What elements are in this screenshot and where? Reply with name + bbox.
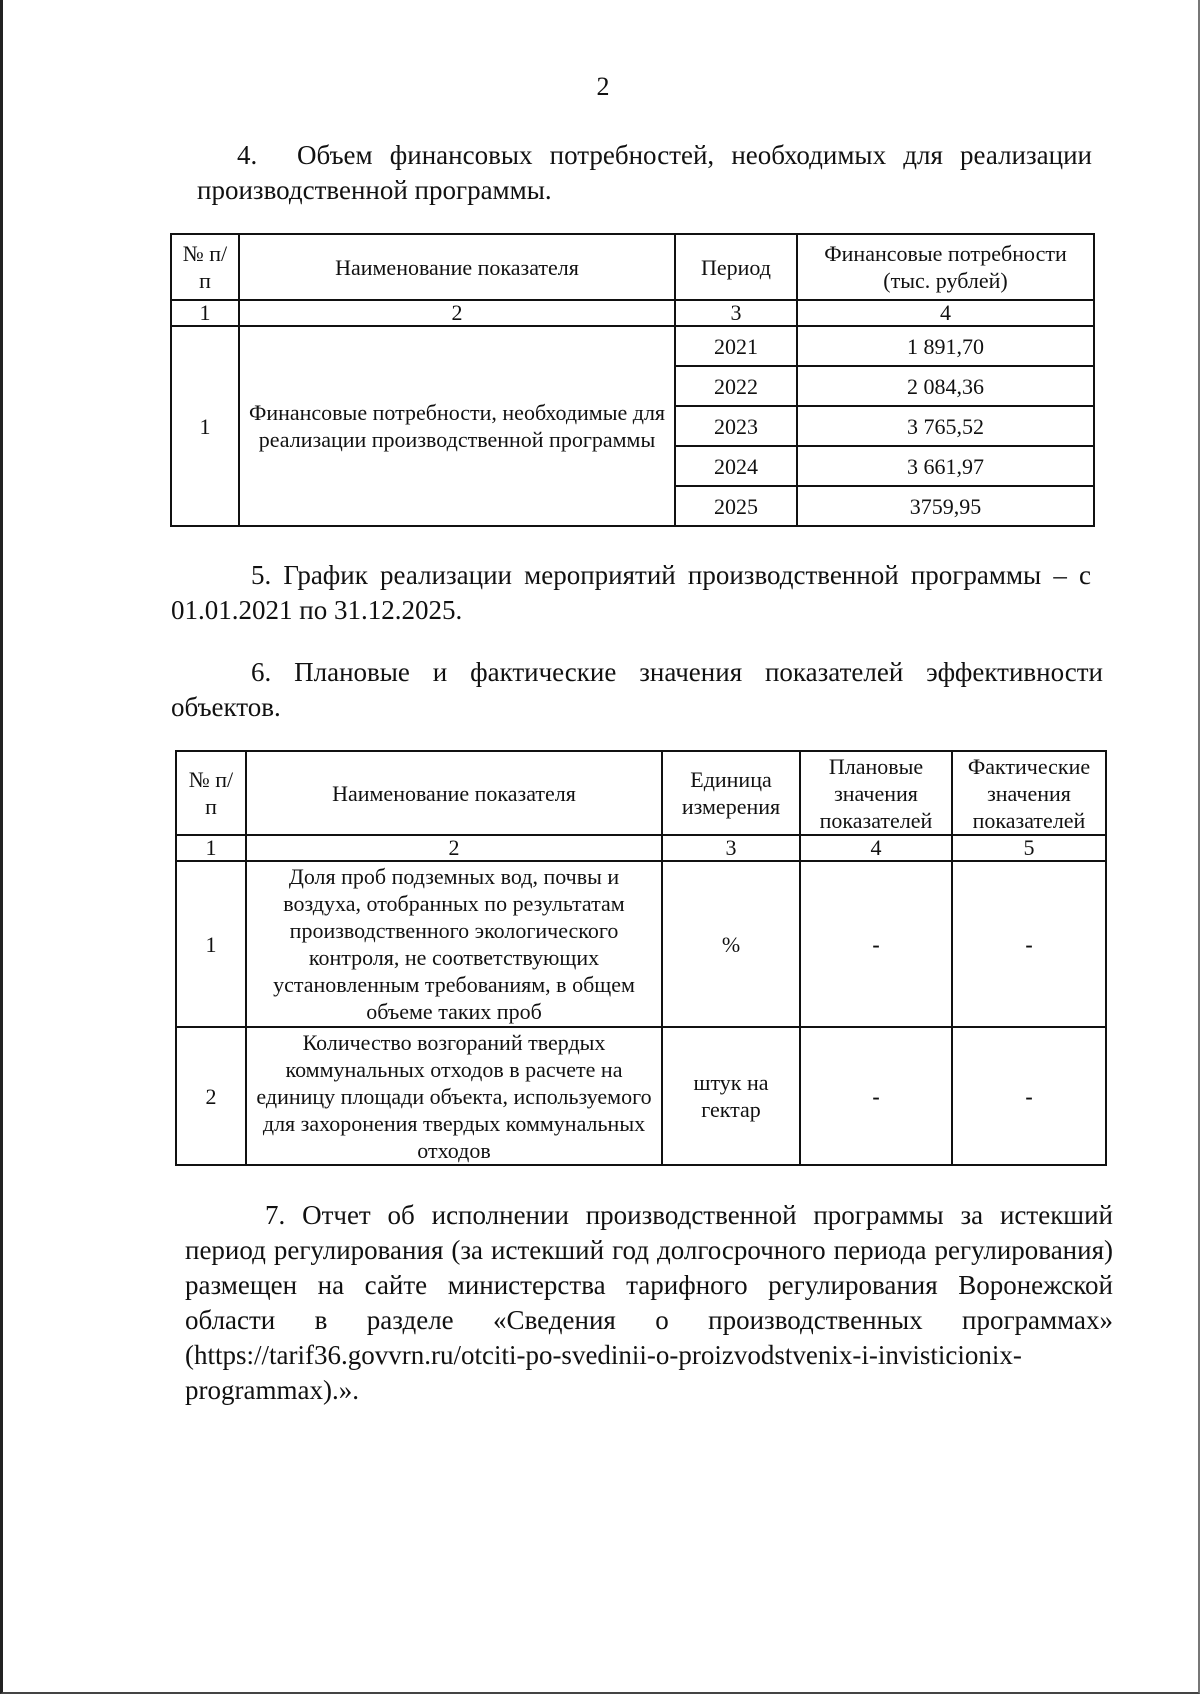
section-7-content: 7. Отчет об исполнении производственной программы за истекший период регулирования (за истекший год долгосрочного периода регулирования) размещен на сайте министерства тарифного регулирования Воронежской области в разделе «Сведения о производственных программах» (https://tarif36.govvrn.ru/otciti-po-svedinii-o-proizvodstvenix-i-invisticionix-programmax).».	[185, 1200, 1113, 1405]
header-cell-number: № п/п	[176, 751, 246, 835]
column-numbers-row	[176, 835, 1106, 861]
row-number-cell: 2	[176, 1027, 246, 1165]
column-number: 2	[239, 300, 675, 326]
section-4-heading	[197, 138, 1092, 208]
planned-value-cell: -	[800, 861, 952, 1027]
period-cell: 2025	[675, 486, 797, 526]
header-cell-period: Период	[675, 234, 797, 300]
column-number: 1	[171, 300, 239, 326]
period-cell: 2023	[675, 406, 797, 446]
section-4-number: 4.	[237, 140, 258, 170]
period-cell: 2022	[675, 366, 797, 406]
table-row	[171, 326, 1094, 366]
column-number: 4	[797, 300, 1094, 326]
column-number: 2	[246, 835, 662, 861]
column-number: 3	[662, 835, 800, 861]
section-5-text	[171, 558, 1091, 628]
page-number: 2	[596, 72, 610, 101]
actual-value-cell: -	[952, 861, 1106, 1027]
period-cell: 2024	[675, 446, 797, 486]
section-5-content: 5. График реализации мероприятий производственной программы – с 01.01.2021 по 31.12.2025.	[171, 560, 1091, 625]
row-number-cell: 1	[171, 326, 239, 526]
indicator-name-cell: Количество возгораний твердых коммунальных отходов в расчете на единицу площади объекта, используемого для захоронения твердых коммунальных отходов	[246, 1027, 662, 1165]
column-numbers-row	[171, 300, 1094, 326]
header-cell-planned: Плановые значения показателей	[800, 751, 952, 835]
header-cell-financial-needs: Финансовые потребности (тыс. рублей)	[797, 234, 1094, 300]
efficiency-indicators-table	[175, 750, 1107, 1166]
value-cell: 1 891,70	[797, 326, 1094, 366]
column-number: 5	[952, 835, 1106, 861]
planned-value-cell: -	[800, 1027, 952, 1165]
column-number: 1	[176, 835, 246, 861]
value-cell: 2 084,36	[797, 366, 1094, 406]
table-header-row	[176, 751, 1106, 835]
table-header-row	[171, 234, 1094, 300]
indicator-name-cell: Доля проб подземных вод, почвы и воздуха, отобранных по результатам производственного экологического контроля, не соответствующих установленным требованиям, в общем объеме таких проб	[246, 861, 662, 1027]
financial-needs-table	[170, 233, 1095, 527]
section-6-heading	[171, 655, 1103, 725]
section-4-text: Объем финансовых потребностей, необходимых для реализации производственной программы.	[197, 140, 1092, 205]
value-cell: 3 765,52	[797, 406, 1094, 446]
section-6-content: 6. Плановые и фактические значения показателей эффективности объектов.	[171, 657, 1103, 722]
row-number-cell: 1	[176, 861, 246, 1027]
unit-cell: штук на гектар	[662, 1027, 800, 1165]
value-cell: 3759,95	[797, 486, 1094, 526]
header-cell-unit: Единица измерения	[662, 751, 800, 835]
value-cell: 3 661,97	[797, 446, 1094, 486]
period-cell: 2021	[675, 326, 797, 366]
header-cell-indicator: Наименование показателя	[246, 751, 662, 835]
table-row	[176, 1027, 1106, 1165]
header-cell-indicator: Наименование показателя	[239, 234, 675, 300]
indicator-name-cell: Финансовые потребности, необходимые для реализации производственной программы	[239, 326, 675, 526]
table-row	[176, 861, 1106, 1027]
header-cell-number: № п/п	[171, 234, 239, 300]
header-cell-actual: Фактические значения показателей	[952, 751, 1106, 835]
unit-cell: %	[662, 861, 800, 1027]
section-7-text	[185, 1198, 1113, 1408]
actual-value-cell: -	[952, 1027, 1106, 1165]
column-number: 3	[675, 300, 797, 326]
column-number: 4	[800, 835, 952, 861]
